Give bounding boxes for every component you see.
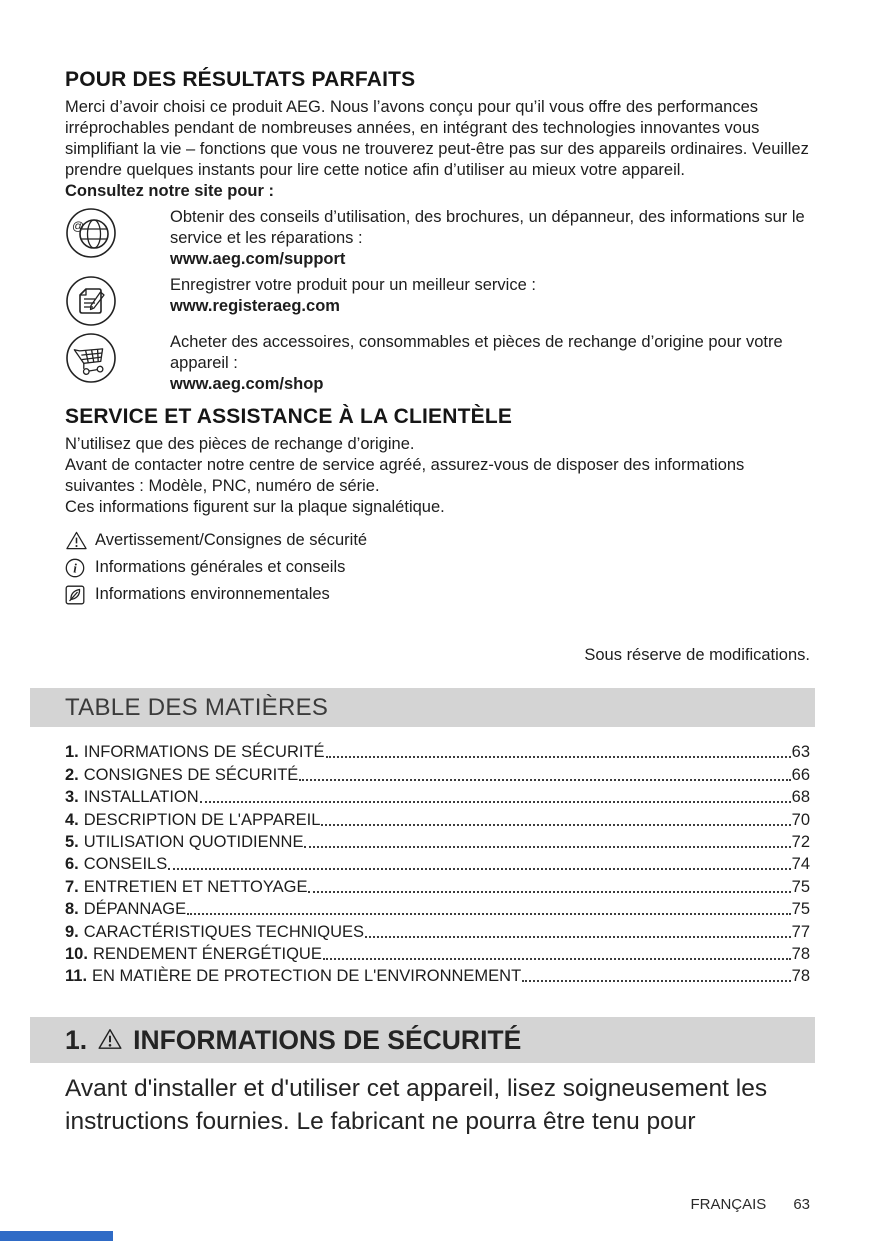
- link-description: Acheter des accessoires, consommables et pièces de rechange d’origine pour votre appareil :: [170, 333, 783, 372]
- section1-title: INFORMATIONS DE SÉCURITÉ: [133, 1024, 522, 1055]
- section1-number: 1.: [65, 1024, 88, 1055]
- toc-entry[interactable]: 4. DESCRIPTION DE L'APPAREIL 70: [65, 810, 810, 829]
- blue-edge-bar: [0, 1231, 113, 1241]
- dot-leader: [321, 824, 790, 826]
- link-url[interactable]: www.registeraeg.com: [170, 297, 340, 315]
- toc-entry[interactable]: 2. CONSIGNES DE SÉCURITÉ 66: [65, 765, 810, 784]
- svg-text:i: i: [73, 560, 77, 576]
- legend-row-info: [65, 554, 810, 581]
- page-footer: [690, 1196, 810, 1213]
- link-row-shop: [65, 332, 810, 395]
- service-line: Ces informations figurent sur la plaque signalétique.: [65, 498, 445, 516]
- legend-label: Avertissement/Consignes de sécurité: [95, 531, 368, 549]
- dot-leader: [308, 891, 790, 893]
- link-text: [170, 332, 810, 395]
- warning-triangle-icon: [65, 530, 91, 551]
- leaf-icon: [65, 585, 91, 605]
- link-description: Obtenir des conseils d’utilisation, des brochures, un dépanneur, des informations sur le service et les réparations :: [170, 208, 805, 247]
- legend-label: Informations générales et conseils: [95, 558, 346, 576]
- dot-leader: [304, 846, 790, 848]
- service-line: Avant de contacter notre centre de service agréé, assurez-vous de disposer des informations suivantes : Modèle, PNC, numéro de série.: [65, 456, 745, 495]
- legend-row-environment: [65, 581, 810, 608]
- dot-leader: [187, 913, 790, 915]
- globe-at-icon: [65, 207, 117, 259]
- toc-entry[interactable]: 11. EN MATIÈRE DE PROTECTION DE L'ENVIRONNEMENT 78: [65, 967, 810, 986]
- table-of-contents: [65, 740, 810, 986]
- intro-body: Merci d’avoir choisi ce produit AEG. Nous l’avons conçu pour qu’il vous offre des performances irréprochables pendant de nombreuses années, en intégrant des technologies innovantes vous simplifiant la vie – fonctions que vous ne trouverez peut-être pas sur des appareils ordinaires. Veuillez prendre quelques instants pour lire cette notice afin d’utiliser au mieux votre appareil.: [65, 98, 809, 179]
- toc-entry[interactable]: 6. CONSEILS 74: [65, 855, 810, 874]
- toc-entry[interactable]: 8. DÉPANNAGE 75: [65, 900, 810, 919]
- shopping-cart-icon: [65, 332, 117, 384]
- modifications-note: Sous réserve de modifications.: [584, 646, 810, 664]
- website-links: [65, 207, 810, 395]
- info-circle-icon: [65, 558, 91, 578]
- symbols-legend: [65, 527, 810, 608]
- register-note-icon: [65, 275, 117, 327]
- dot-leader: [323, 958, 791, 960]
- intro-subtitle: Consultez notre site pour :: [65, 182, 275, 200]
- intro-title: POUR DES RÉSULTATS PARFAITS: [65, 68, 416, 91]
- footer-page-number: 63: [793, 1196, 810, 1213]
- toc-entry[interactable]: 5. UTILISATION QUOTIDIENNE 72: [65, 832, 810, 851]
- toc-banner: [30, 688, 815, 727]
- service-title: SERVICE ET ASSISTANCE À LA CLIENTÈLE: [65, 405, 513, 428]
- footer-language: FRANÇAIS: [690, 1196, 767, 1213]
- toc-entry[interactable]: 3. INSTALLATION 68: [65, 788, 810, 807]
- legend-label: Informations environnementales: [95, 585, 330, 603]
- svg-text:@: @: [72, 219, 85, 233]
- dot-leader: [200, 801, 791, 803]
- toc-entry[interactable]: 7. ENTRETIEN ET NETTOYAGE 75: [65, 877, 810, 896]
- link-text: [170, 275, 536, 317]
- dot-leader: [326, 756, 791, 758]
- service-line: N’utilisez que des pièces de rechange d’origine.: [65, 435, 415, 453]
- legend-row-warning: [65, 527, 810, 554]
- dot-leader: [365, 936, 791, 938]
- toc-entry[interactable]: 10. RENDEMENT ÉNERGÉTIQUE 78: [65, 944, 810, 963]
- link-row-support: [65, 207, 810, 270]
- warning-triangle-icon: [97, 1027, 123, 1051]
- dot-leader: [299, 779, 790, 781]
- link-text: [170, 207, 810, 270]
- link-row-register: [65, 275, 810, 327]
- link-url[interactable]: www.aeg.com/shop: [170, 375, 324, 393]
- section1-banner: [30, 1017, 815, 1063]
- toc-title: TABLE DES MATIÈRES: [65, 693, 329, 721]
- toc-entry[interactable]: 9. CARACTÉRISTIQUES TECHNIQUES 77: [65, 922, 810, 941]
- section1-body: Avant d'installer et d'utiliser cet appareil, lisez soigneusement les instructions fournies. Le fabricant ne pourra être tenu pour: [65, 1075, 768, 1136]
- link-url[interactable]: www.aeg.com/support: [170, 250, 346, 268]
- dot-leader: [168, 868, 790, 870]
- toc-entry[interactable]: 1. INFORMATIONS DE SÉCURITÉ 63: [65, 743, 810, 762]
- dot-leader: [522, 980, 790, 982]
- link-description: Enregistrer votre produit pour un meilleur service :: [170, 276, 536, 294]
